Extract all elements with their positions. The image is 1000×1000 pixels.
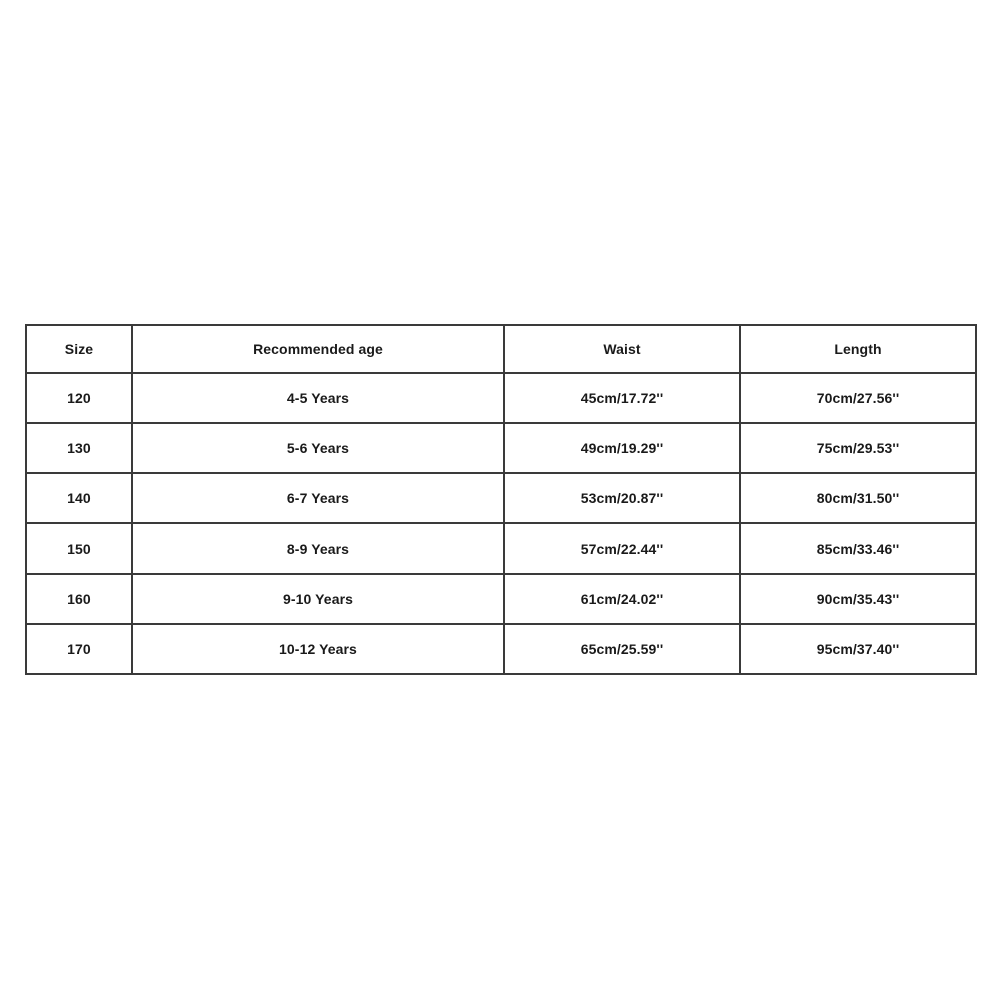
table-row [26, 523, 976, 573]
header-size: Size [26, 325, 132, 373]
cell-size: 140 [26, 473, 132, 523]
cell-size: 160 [26, 574, 132, 624]
size-chart-header [26, 325, 976, 373]
cell-waist: 45cm/17.72'' [504, 373, 740, 423]
table-row [26, 574, 976, 624]
size-chart-table [25, 324, 977, 675]
size-chart-body [26, 373, 976, 674]
cell-size: 130 [26, 423, 132, 473]
table-row [26, 624, 976, 674]
cell-length: 70cm/27.56'' [740, 373, 976, 423]
cell-size: 170 [26, 624, 132, 674]
cell-age: 5-6 Years [132, 423, 504, 473]
cell-age: 10-12 Years [132, 624, 504, 674]
cell-length: 80cm/31.50'' [740, 473, 976, 523]
header-length: Length [740, 325, 976, 373]
cell-length: 95cm/37.40'' [740, 624, 976, 674]
cell-waist: 53cm/20.87'' [504, 473, 740, 523]
cell-age: 4-5 Years [132, 373, 504, 423]
header-row [26, 325, 976, 373]
cell-length: 75cm/29.53'' [740, 423, 976, 473]
cell-waist: 61cm/24.02'' [504, 574, 740, 624]
cell-length: 85cm/33.46'' [740, 523, 976, 573]
cell-age: 9-10 Years [132, 574, 504, 624]
header-waist: Waist [504, 325, 740, 373]
cell-size: 120 [26, 373, 132, 423]
header-recommended-age: Recommended age [132, 325, 504, 373]
cell-waist: 57cm/22.44'' [504, 523, 740, 573]
cell-age: 8-9 Years [132, 523, 504, 573]
cell-size: 150 [26, 523, 132, 573]
table-row [26, 373, 976, 423]
cell-waist: 65cm/25.59'' [504, 624, 740, 674]
cell-age: 6-7 Years [132, 473, 504, 523]
table-row [26, 473, 976, 523]
cell-waist: 49cm/19.29'' [504, 423, 740, 473]
cell-length: 90cm/35.43'' [740, 574, 976, 624]
table-row [26, 423, 976, 473]
